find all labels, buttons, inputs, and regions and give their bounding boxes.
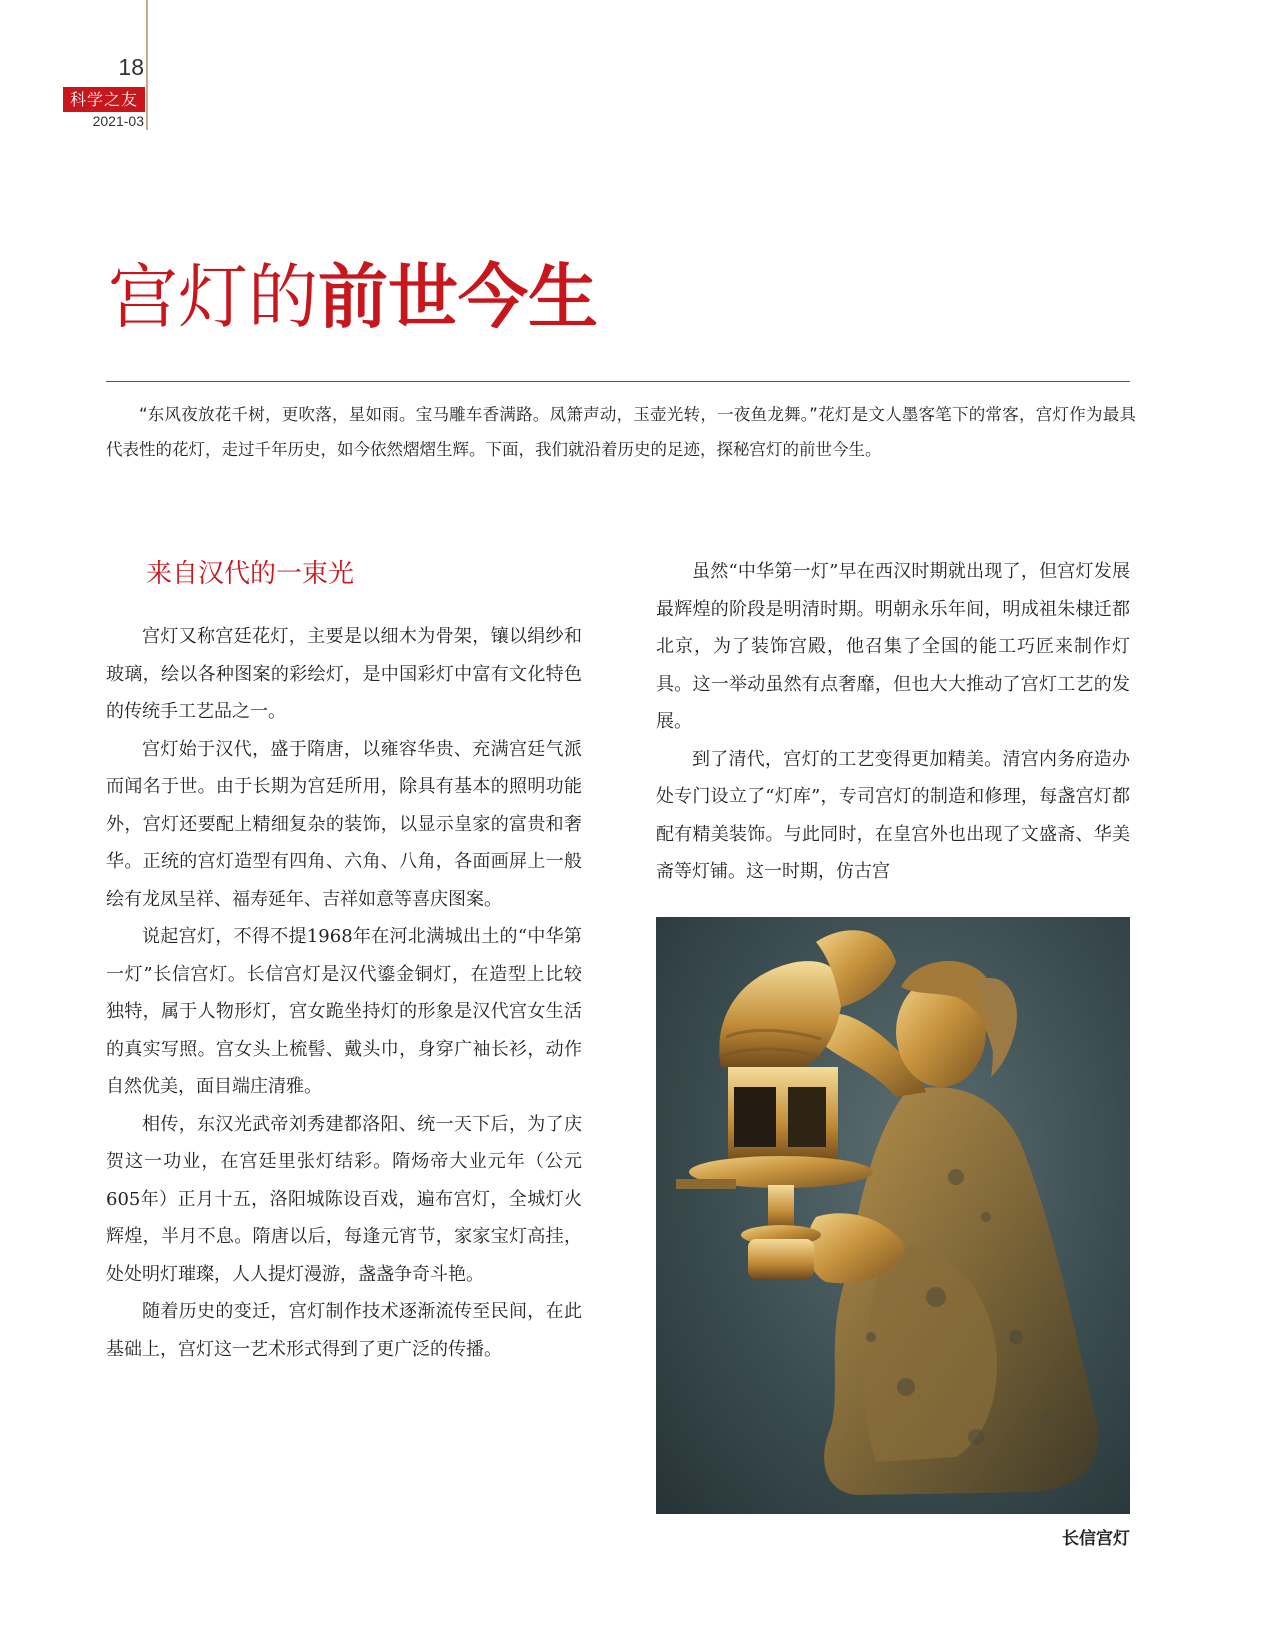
left-column: [106, 618, 582, 1368]
page-number: 18: [118, 54, 144, 80]
paragraph: 到了清代，宫灯的工艺变得更加精美。清宫内务府造办处专门设立了“灯库”，专司宫灯的制造和修理，每盏宫灯都配有精美装饰。与此同时，在皇宫外也出现了文盛斋、华美斋等灯铺。这一时期，仿古宫: [656, 748, 1130, 882]
paragraph: 宫灯始于汉代，盛于隋唐，以雍容华贵、充满宫廷气派而闻名于世。由于长期为宫廷所用，除具有基本的照明功能外，宫灯还要配上精细复杂的装饰，以显示皇家的富贵和奢华。正统的宫灯造型有四角、六角、八角，各面画屏上一般绘有龙凤呈祥、福寿延年、吉祥如意等喜庆图案。: [106, 738, 582, 910]
lamp-illustration: [656, 917, 1130, 1514]
article-title-part2: 前世今生: [318, 256, 598, 338]
right-column: [656, 553, 1130, 891]
issue-date: 2021-03: [92, 113, 144, 129]
header-divider: [146, 0, 148, 130]
intro-paragraph: “东风夜放花千树，更吹落，星如雨。宝马雕车香满路。凤箫声动，玉壶光转，一夜鱼龙舞。”花灯是文人墨客笔下的常客，宫灯作为最具代表性的花灯，走过千年历史，如今依然熠熠生辉。下面，我们就沿着历史的足迹，探秘宫灯的前世今生。: [106, 405, 1136, 459]
title-divider: [106, 381, 1130, 382]
section-heading: 来自汉代的一束光: [146, 559, 355, 589]
paragraph: 相传，东汉光武帝刘秀建都洛阳、统一天下后，为了庆贺这一功业，在宫廷里张灯结彩。隋炀帝大业元年（公元605年）正月十五，洛阳城陈设百戏，遍布宫灯，全城灯火辉煌，半月不息。隋唐以后，每逢元宵节，家家宝灯高挂，处处明灯璀璨，人人提灯漫游，盏盏争奇斗艳。: [106, 1113, 582, 1285]
article-title: [108, 256, 598, 338]
paragraph: 宫灯又称宫廷花灯，主要是以细木为骨架，镶以绢纱和玻璃，绘以各种图案的彩绘灯，是中国彩灯中富有文化特色的传统手工艺品之一。: [106, 626, 582, 722]
magazine-name-badge: 科学之友: [63, 87, 145, 112]
lamp-photo: [656, 917, 1130, 1514]
paragraph: 说起宫灯，不得不提1968年在河北满城出土的“中华第一灯”长信宫灯。长信宫灯是汉代鎏金铜灯，在造型上比较独特，属于人物形灯，宫女跪坐持灯的形象是汉代宫女生活的真实写照。宫女头上梳髻、戴头巾，身穿广袖长衫，动作自然优美，面目端庄清雅。: [106, 926, 582, 1097]
figure-caption: 长信宫灯: [1062, 1529, 1130, 1549]
paragraph: 虽然“中华第一灯”早在西汉时期就出现了，但宫灯发展最辉煌的阶段是明清时期。明朝永乐年间，明成祖朱棣迁都北京，为了装饰宫殿，他召集了全国的能工巧匠来制作灯具。这一举动虽然有点奢靡，但也大大推动了宫灯工艺的发展。: [656, 561, 1130, 732]
paragraph: 随着历史的变迁，宫灯制作技术逐渐流传至民间，在此基础上，宫灯这一艺术形式得到了更广泛的传播。: [106, 1301, 582, 1360]
article-title-part1: 宫灯的: [108, 256, 318, 338]
